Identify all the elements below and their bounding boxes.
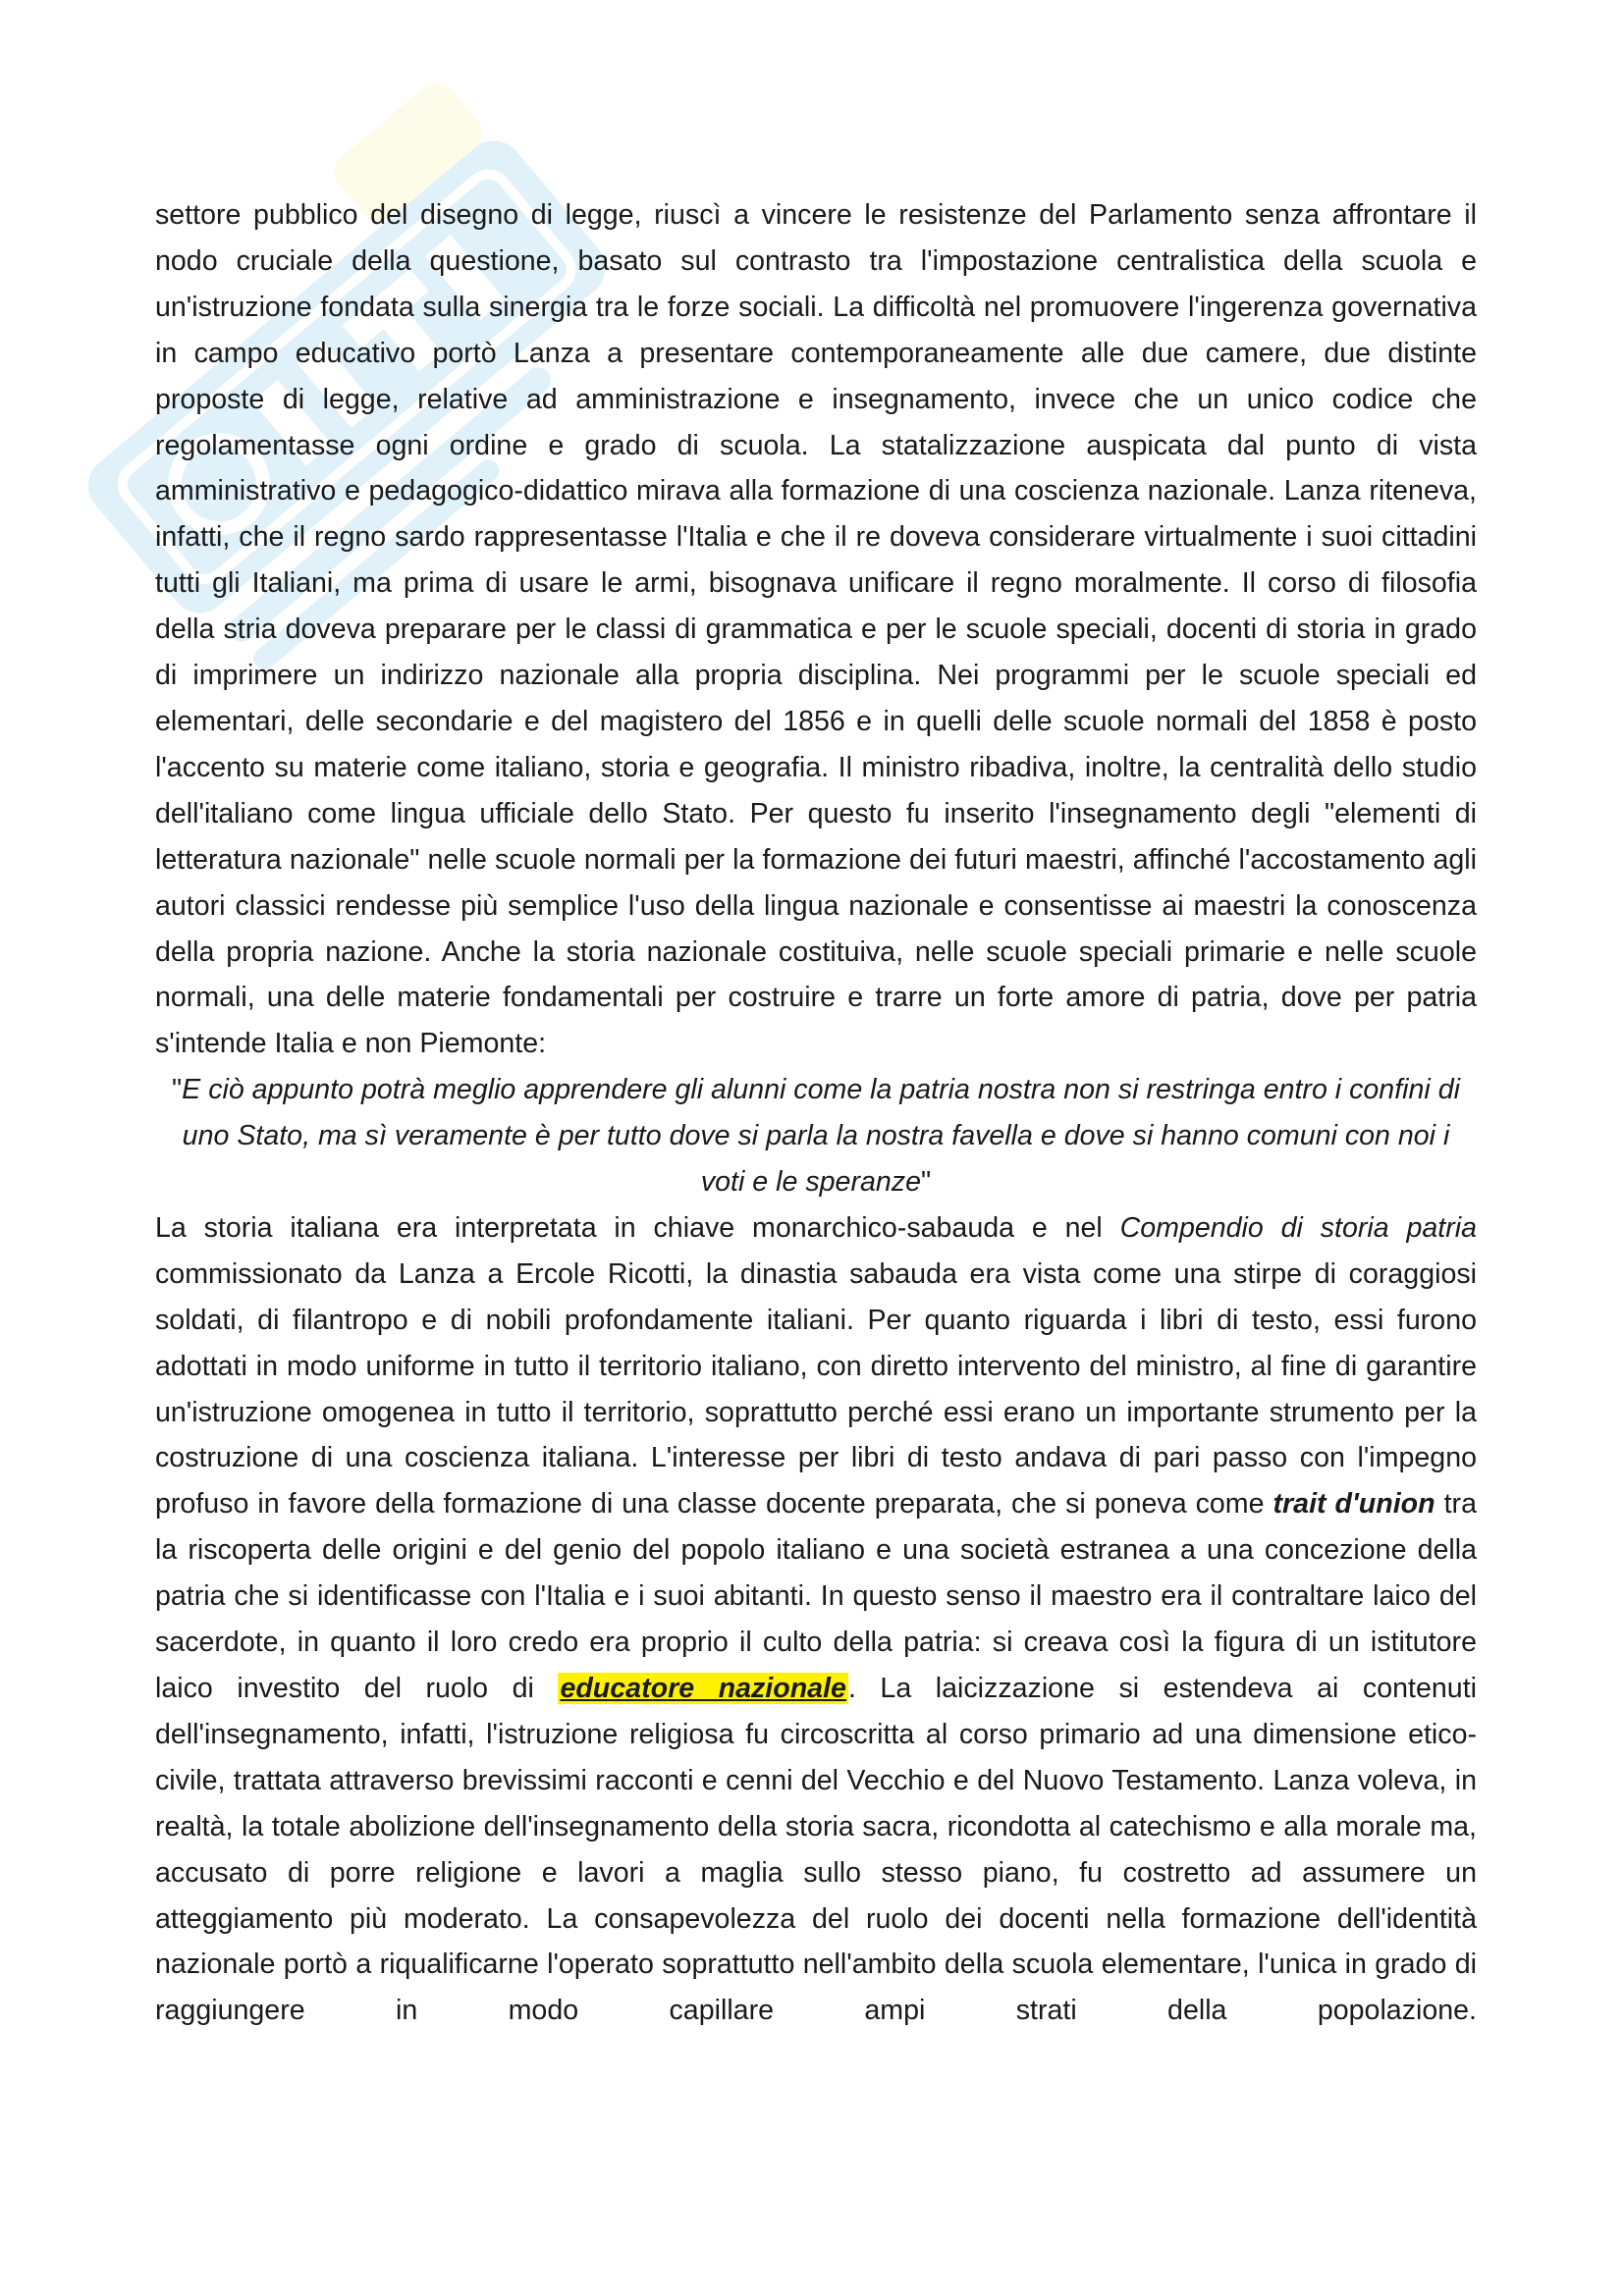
block-quote [155,1067,1477,1205]
document-body [155,192,1477,2034]
quote-text: E ciò appunto potrà meglio apprendere gli alunni come la patria nostra non si restringa entro i confini di uno Stato, ma sì veramente è per tutto dove si parla la nostra favella e dove si hanno comuni con noi i voti e le speranze [182,1074,1460,1199]
paragraph-text-part4: . La laicizzazione si estendeva ai contenuti dell'insegnamento, infatti, l'istruzione religiosa fu circoscritta al corso primario ad una dimensione etico-civile, trattata attraverso brevissimi racconti e cenni del Vecchio e del Nuovo Testamento. Lanza voleva, in realtà, la totale abolizione dell'insegnamento della storia sacra, ricondotta al catechismo e alla morale ma, accusato di porre religione e lavori a maglia sullo stesso piano, fu costretto ad assumere un atteggiamento più moderato. La consapevolezza del ruolo dei docenti nella formazione dell'identità nazionale portò a riqualificarne l'operato soprattutto nell'ambito della scuola elementare, l'unica in grado di raggiungere in modo capillare ampi strati della popolazione. [155,1673,1477,2027]
paragraph-text-part2: commissionato da Lanza a Ercole Ricotti, la dinastia sabauda era vista come una stirpe di coraggiosi soldati, di filantropo e di nobili profondamente italiani. Per quanto riguarda i libri di testo, essi furono adottati in modo uniforme in tutto il territorio italiano, con diretto intervento del ministro, al fine di garantire un'istruzione omogenea in tutto il territorio, soprattutto perché essi erano un importante strumento per la costruzione di una coscienza italiana. L'interesse per libri di testo andava di pari passo con l'impegno profuso in favore della formazione di una classe docente preparata, che si poneva come [155,1257,1477,1521]
book-title: Compendio di storia patria [1119,1211,1477,1244]
highlighted-term: educatore nazionale [560,1673,846,1704]
paragraph-text-part1: La storia italiana era interpretata in chiave monarchico-sabauda e nel [155,1211,1120,1244]
emphasized-term: trait d'union [1272,1488,1435,1521]
paragraph-intro: settore pubblico del disegno di legge, riuscì a vincere le resistenze del Parlamento senza affrontare il nodo cruciale della questione, basato sul contrasto tra l'impostazione centralistica della scuola e un'istruzione fondata sulla sinergia tra le forze sociali. La difficoltà nel promuovere l'ingerenza governativa in campo educativo portò Lanza a presentare contemporaneamente alle due camere, due distinte proposte di legge, relative ad amministrazione e insegnamento, invece che un unico codice che regolamentasse ogni ordine e grado di scuola. La statalizzazione auspicata dal punto di vista amministrativo e pedagogico-didattico mirava alla formazione di una coscienza nazionale. Lanza riteneva, infatti, che il regno sardo rappresentasse l'Italia e che il re doveva considerare virtualmente i suoi cittadini tutti gli Italiani, ma prima di usare le armi, bisognava unificare il regno moralmente. Il corso di filosofia della stria doveva preparare per le classi di grammatica e per le scuole speciali, docenti di storia in grado di imprimere un indirizzo nazionale alla propria disciplina. Nei programmi per le scuole speciali ed elementari, delle secondarie e del magistero del 1856 e in quelli delle scuole normali del 1858 è posto l'accento su materie come italiano, storia e geografia. Il ministro ribadiva, inoltre, la centralità dello studio dell'italiano come lingua ufficiale dello Stato. Per questo fu inserito l'insegnamento degli "elementi di letteratura nazionale" nelle scuole normali per la formazione dei futuri maestri, affinché l'accostamento agli autori classici rendesse più semplice l'uso della lingua nazionale e consentisse ai maestri la conoscenza della propria nazione. Anche la storia nazionale costituiva, nelle scuole speciali primarie e nelle scuole normali, una delle materie fondamentali per costruire e trarre un forte amore di patria, dove per patria s'intende Italia e non Piemonte: [155,199,1477,1060]
paragraph-text-part3: tra la riscoperta delle origini e del genio del popolo italiano e una società estranea a una concezione della patria che si identificasse con l'Italia e i suoi abitanti. In questo senso il maestro era il contraltare laico del sacerdote, in quanto il loro credo era proprio il culto della patria: si creava così la figura di un istitutore laico investito del ruolo di [155,1488,1477,1704]
quote-close-mark: " [920,1166,932,1199]
paragraph-main [155,1205,1477,2034]
quote-open-mark: " [172,1074,183,1106]
